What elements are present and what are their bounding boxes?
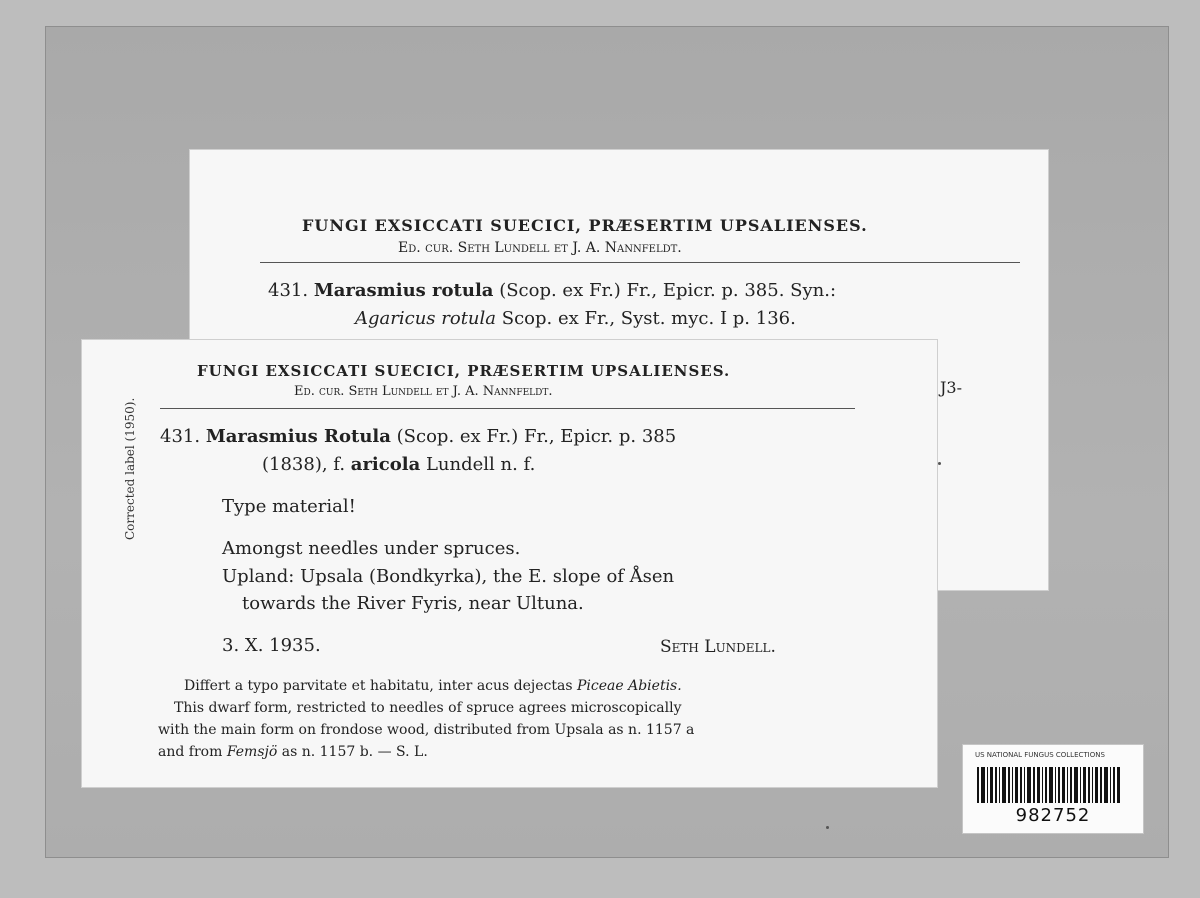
collection-date: 3. X. 1935. xyxy=(222,635,321,656)
front-label xyxy=(82,340,937,787)
series-title: FUNGI EXSICCATI SUECICI, PRÆSERTIM UPSALIENSES. xyxy=(197,362,731,380)
entry-line-2 xyxy=(355,308,796,329)
entry-line-1 xyxy=(268,280,836,301)
forma-name: aricola xyxy=(350,454,421,475)
synonym-name: Agaricus rotula xyxy=(355,308,497,329)
barcode-caption: US NATIONAL FUNGUS COLLECTIONS xyxy=(975,751,1105,759)
side-note-vertical: Corrected label (1950). xyxy=(123,397,137,540)
type-note: Type material! xyxy=(222,496,356,517)
note-line-4 xyxy=(158,744,428,760)
barcode-icon xyxy=(977,767,1129,803)
editors-line: Ed. cur. Seth Lundell et J. A. Nannfeldt. xyxy=(398,240,682,256)
header-rule xyxy=(260,262,1020,263)
note-line-1 xyxy=(184,678,682,694)
edge-fragment: J3- xyxy=(940,378,962,397)
entry-line-1 xyxy=(160,426,676,447)
exsiccata-number: 431. xyxy=(160,426,201,447)
series-title: FUNGI EXSICCATI SUECICI, PRÆSERTIM UPSALIENSES. xyxy=(302,216,868,235)
entry-line-2 xyxy=(262,454,535,475)
note-line-3: with the main form on frondose wood, distributed from Upsala as n. 1157 a xyxy=(158,722,695,738)
barcode-number: 982752 xyxy=(1015,805,1091,826)
species-name: Marasmius rotula xyxy=(313,280,494,301)
speck xyxy=(826,826,829,829)
forma-author: Lundell n. f. xyxy=(425,454,536,475)
note-text: as n. 1157 b. — S. L. xyxy=(281,744,428,760)
editors-line: Ed. cur. Seth Lundell et J. A. Nannfeldt. xyxy=(294,384,553,399)
header-rule xyxy=(160,408,855,409)
collector-name: Seth Lundell. xyxy=(660,637,776,657)
locality-line-2: towards the River Fyris, near Ultuna. xyxy=(242,593,584,614)
barcode-card xyxy=(962,744,1144,834)
exsiccata-number: 431. xyxy=(268,280,309,301)
citation: (Scop. ex Fr.) Fr., Epicr. p. 385 xyxy=(396,426,677,447)
note-place: Femsjö xyxy=(226,744,278,760)
habitat: Amongst needles under spruces. xyxy=(222,538,521,559)
species-name: Marasmius Rotula xyxy=(205,426,391,447)
note-host: Piceae Abietis. xyxy=(577,678,682,694)
citation: (Scop. ex Fr.) Fr., Epicr. p. 385. Syn.: xyxy=(499,280,837,301)
note-text: and from xyxy=(158,744,223,760)
note-text: Differt a typo parvitate et habitatu, inter acus dejectas xyxy=(184,678,573,694)
speck xyxy=(938,462,941,465)
locality-line-1: Upland: Upsala (Bondkyrka), the E. slope of Åsen xyxy=(222,566,675,587)
citation-year: (1838), f. xyxy=(262,454,346,475)
synonym-citation: Scop. ex Fr., Syst. myc. I p. 136. xyxy=(501,308,796,329)
note-line-2: This dwarf form, restricted to needles of spruce agrees microscopically xyxy=(174,700,682,716)
